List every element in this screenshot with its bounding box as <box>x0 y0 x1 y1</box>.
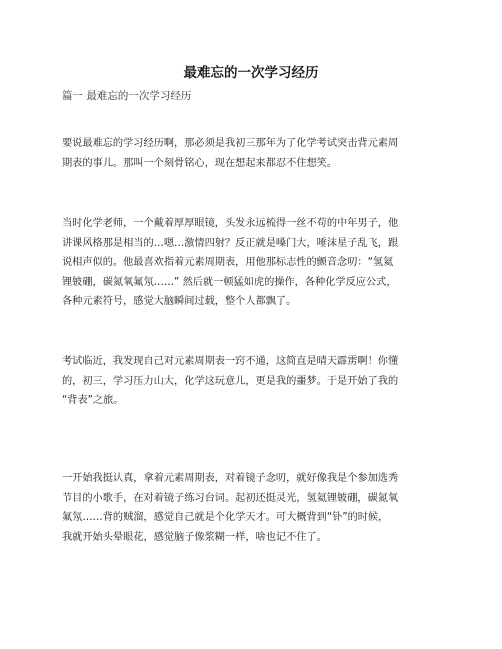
paragraph-4: 一开始我挺认真，拿着元素周期表，对着镜子念叨，就好像我是个参加选秀 节目的小歌手，在对着镜子练习台词。起初还挺灵光，氢氦锂铍硼，碳氮氧 氟氖……背的贼溜，感觉自己就是个化学天才。可大概背到“钋”的时候， 我就开始头晕眼花，感觉脑子像浆糊一样，啥也记不住了。 <box>62 473 399 543</box>
paragraph-1: 要说最难忘的学习经历啊，那必须是我初三那年为了化学考试突击背元素周 期表的事儿。那叫一个刻骨铭心，现在想起来都忍不住想笑。 <box>62 138 399 169</box>
paragraph-2: 当时化学老师，一个戴着厚厚眼镜，头发永远梳得一丝不苟的中年男子，他 讲课风格那是相当的…嗯…激情四射？反正就是嗓门大，唾沫星子乱飞，跟 说相声似的。他最喜欢指着元素周期表，用他那标志性的颤音念叨：“氢氦 锂铍硼，碳氮氧氟氖……” 然后就一顿猛如虎的操作，各种化学反应公式， 各种元素符号，感觉大脑瞬间过载，整个人都飘了。 <box>62 218 399 307</box>
document-title: 最难忘的一次学习经历 <box>183 65 319 81</box>
document-subtitle: 篇一 最难忘的一次学习经历 <box>62 90 192 102</box>
paragraph-3: 考试临近，我发现自己对元素周期表一窍不通，这简直是晴天霹雳啊！你懂 的，初三，学习压力山大，化学这玩意儿，更是我的噩梦。于是开始了我的 “背表”之旅。 <box>62 356 399 406</box>
